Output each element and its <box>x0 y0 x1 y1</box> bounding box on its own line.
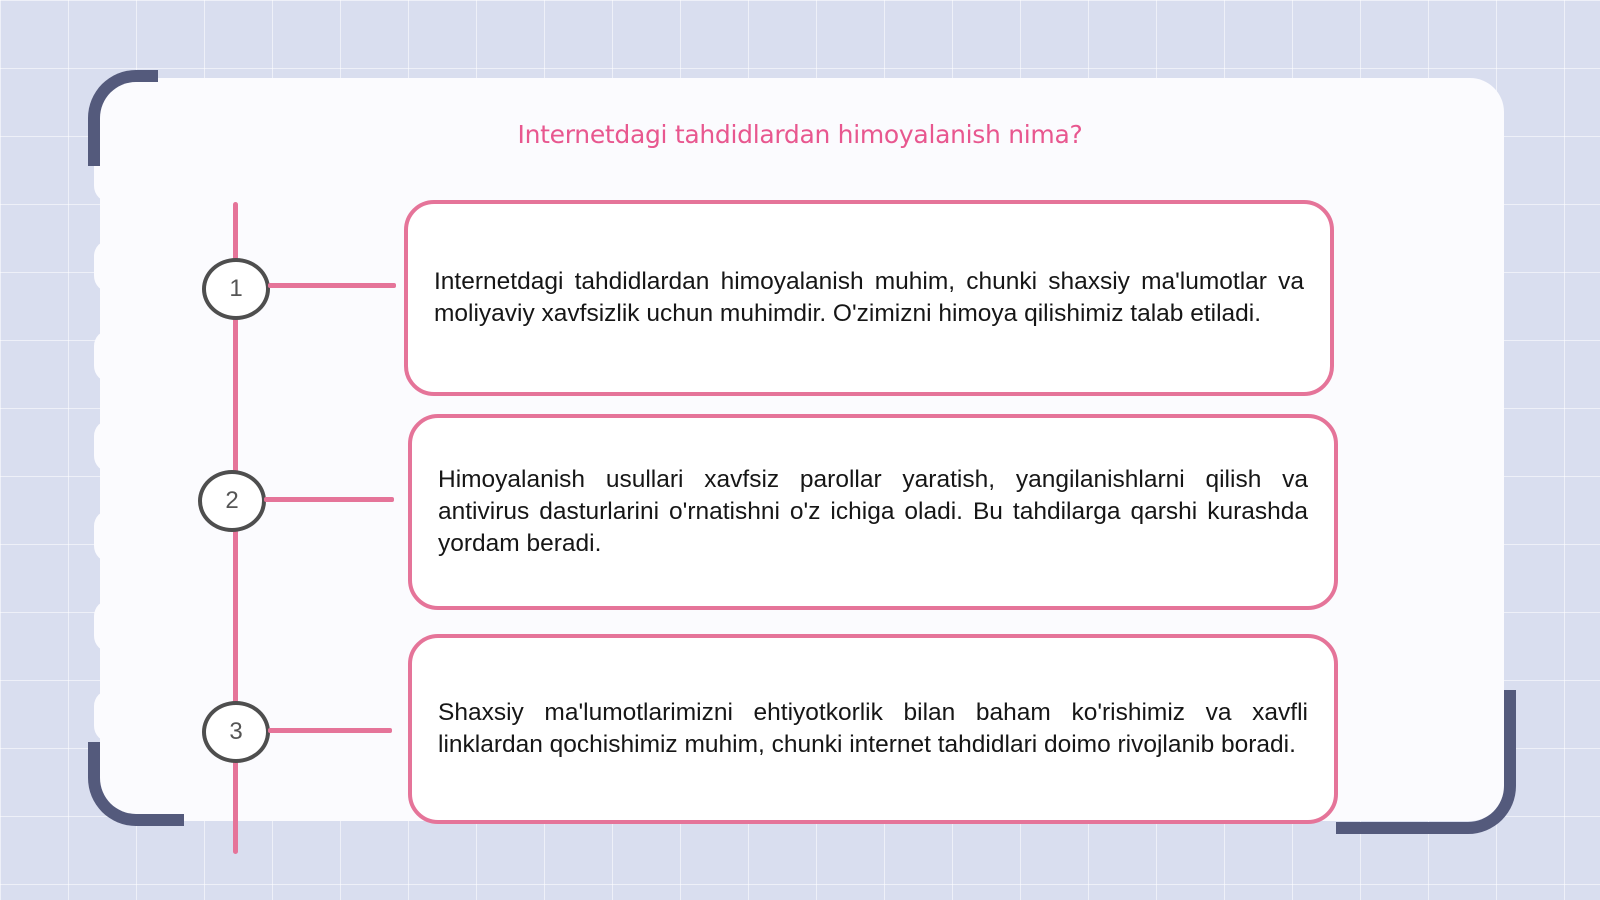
step-box-3 <box>408 634 1338 824</box>
card-scallop <box>94 510 126 562</box>
step-box-2 <box>408 414 1338 610</box>
card-scallop <box>94 330 126 382</box>
step-number-2: 2 <box>198 470 266 532</box>
corner-bracket-top-left <box>88 70 158 166</box>
card-scallop <box>94 420 126 472</box>
step-text-1: Internetdagi tahdidlardan himoyalanish muhim, chunki shaxsiy ma'lumotlar va moliyaviy xavfsizlik uchun muhimdir. O'zimizni himoya qilishimiz talab etiladi. <box>434 268 1304 327</box>
card-scallop <box>94 690 126 742</box>
step-number-1: 1 <box>202 258 270 320</box>
step-connector-2 <box>264 497 394 502</box>
corner-bracket-bottom-right <box>1336 690 1516 834</box>
card-scallop <box>94 600 126 652</box>
step-number-3: 3 <box>202 701 270 763</box>
slide-title: Internetdagi tahdidlardan himoyalanish nima? <box>517 120 1083 149</box>
step-text-3: Shaxsiy ma'lumotlarimizni ehtiyotkorlik bilan baham ko'rishimiz va xavfli linklardan qochishimiz muhim, chunki internet tahdidlari doimo rivojlanib boradi. <box>438 699 1308 758</box>
step-box-1 <box>404 200 1334 396</box>
step-text-2: Himoyalanish usullari xavfsiz parollar yaratish, yangilanishlarni qilish va antivirus dasturlarini o'rnatishni o'z ichiga oladi. Bu tahdilarga qarshi kurashda yordam beradi. <box>438 466 1308 557</box>
step-connector-1 <box>268 283 396 288</box>
corner-bracket-bottom-left <box>88 742 184 826</box>
card-scallop <box>94 240 126 292</box>
step-connector-3 <box>268 728 392 733</box>
